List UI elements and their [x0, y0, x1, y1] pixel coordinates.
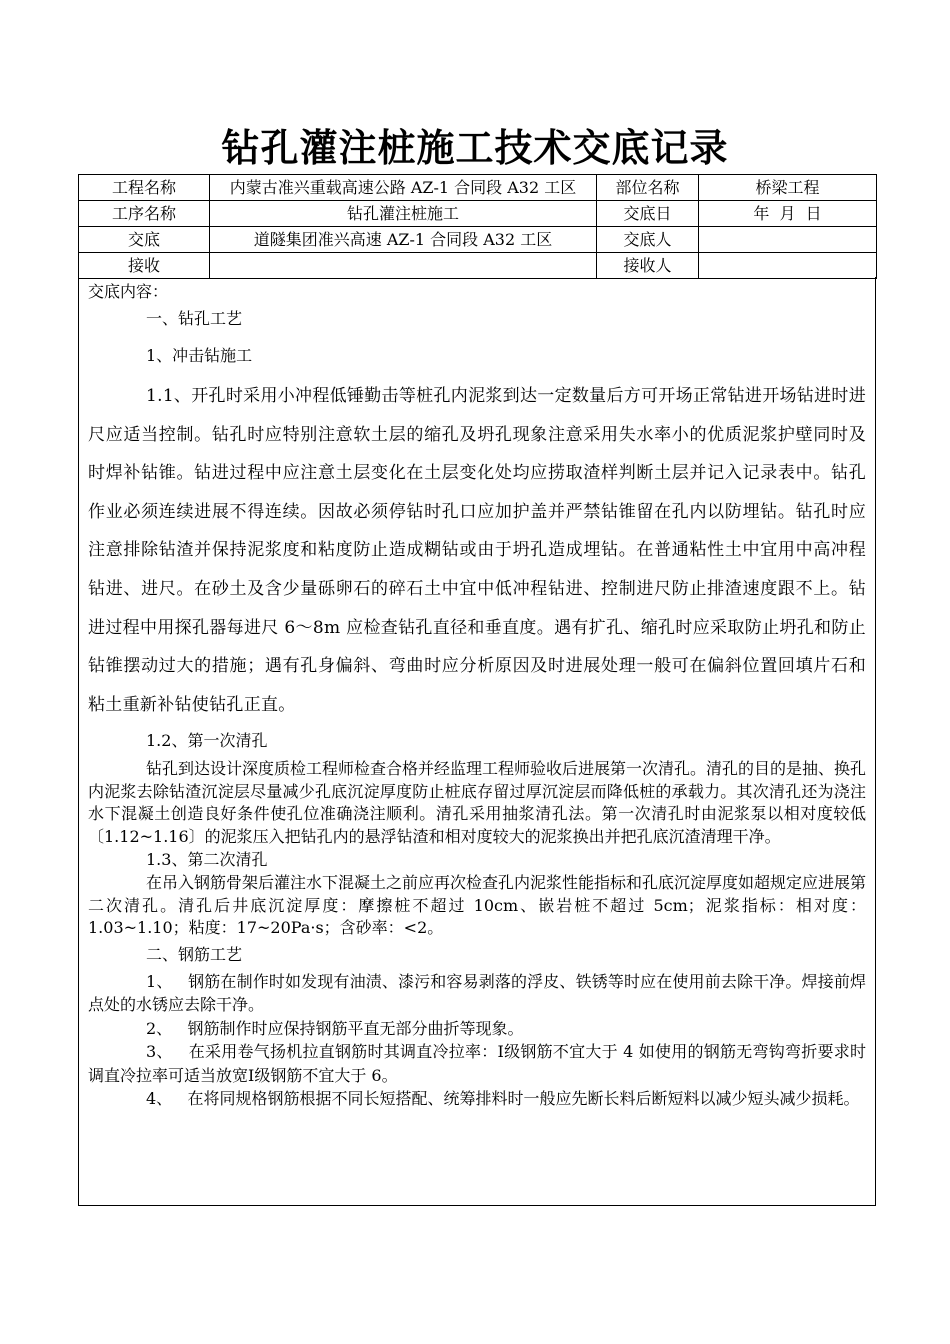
- project-name-label: 工程名称: [79, 175, 210, 201]
- paragraph-1-1: 1.1、开孔时采用小冲程低锤勤击等桩孔内泥浆到达一定数量后方可开场正常钻进开场钻进时进尺应适当控制。钻孔时应特别注意软土层的缩孔及坍孔现象注意采用失水率小的优质泥浆护壁同时及时焊补钻锥。钻进过程中应注意土层变化在土层变化处均应捞取渣样判断土层并记入记录表中。钻孔作业必须连续进展不得连续。因故必须停钻时孔口应加护盖并严禁钻锥留在孔内以防埋钻。钻孔时应注意排除钻渣并保持泥浆度和粘度防止造成糊钻或由于坍孔造成埋钻。在普通粘性土中宜用中高冲程钻进、进尺。在砂土及含少量砾卵石的碎石土中宜中低冲程钻进、控制进尺防止排渣速度跟不上。钻进过程中用探孔器每进尺 6～8m 应检查钻孔直径和垂直度。遇有扩孔、缩孔时应采取防止坍孔和防止钻锥摆动过大的措施；遇有孔身偏斜、弯曲时应分析原因及时进展处理一般可在偏斜位置回填片石和粘土重新补钻使钻孔正直。: [88, 386, 866, 715]
- date-label: 交底日: [597, 201, 699, 227]
- section-2-heading: 二、钢筋工艺: [146, 944, 243, 964]
- handover-person-value: [699, 227, 877, 253]
- subsection-1-2-heading: 1.2、第一次清孔: [146, 731, 268, 751]
- date-value: 年 月 日: [699, 201, 877, 227]
- receiver-value: [699, 253, 877, 279]
- page-title: 钻孔灌注桩施工技术交底记录: [221, 126, 729, 170]
- content-box: [78, 277, 876, 1206]
- process-value: 钻孔灌注桩施工: [210, 201, 597, 227]
- table-row: [79, 227, 877, 253]
- paragraph-2-1: 1、 钢筋在制作时如发现有油渍、漆污和容易剥落的浮皮、铁锈等时应在使用前去除干净。焊接前焊点处的水锈应去除干净。: [88, 971, 866, 1015]
- receive-value: [210, 253, 597, 279]
- paragraph-1-3: 在吊入钢筋骨架后灌注水下混凝土之前应再次检查孔内泥浆性能指标和孔底沉淀厚度如超规定应进展第二次清孔。清孔后井底沉淀厚度：摩擦桩不超过 10cm、嵌岩桩不超过 5cm；泥浆指标：相对度：1.03~1.10；粘度：17~20Pa·s；含砂率：<2。: [88, 873, 867, 938]
- table-row: [79, 253, 877, 279]
- process-label: 工序名称: [79, 201, 210, 227]
- content-label: 交底内容：: [88, 282, 169, 301]
- table-row: [79, 201, 877, 227]
- project-name-value: 内蒙古准兴重载高速公路 AZ-1 合同段 A32 工区: [210, 175, 597, 201]
- dept-label: 部位名称: [597, 175, 699, 201]
- receive-label: 接收: [79, 253, 210, 279]
- handover-person-label: 交底人: [597, 227, 699, 253]
- receiver-label: 接收人: [597, 253, 699, 279]
- info-table: [78, 174, 877, 279]
- paragraph-2-2: 2、 钢筋制作时应保持钢筋平直无部分曲折等现象。: [146, 1018, 524, 1038]
- table-row: [79, 175, 877, 201]
- handover-label: 交底: [79, 227, 210, 253]
- subsection-1-3-heading: 1.3、第二次清孔: [146, 850, 268, 870]
- paragraph-1-2: 钻孔到达设计深度质检工程师检查合格并经监理工程师验收后进展第一次清孔。清孔的目的是抽、换孔内泥浆去除钻渣沉淀层尽量减少孔底沉淀厚度防止桩底存留过厚沉淀层而降低桩的承载力。其次清孔还为浇注水下混凝土创造良好条件使孔位准确浇注顺利。清孔采用抽浆清孔法。第一次清孔时由泥浆泵以相对度较低〔1.12~1.16〕的泥浆压入把钻孔内的悬浮钻渣和相对度较大的泥浆换出并把孔底沉渣清理干净。: [88, 759, 867, 846]
- handover-value: 道隧集团准兴高速 AZ-1 合同段 A32 工区: [210, 227, 597, 253]
- dept-value: 桥梁工程: [699, 175, 877, 201]
- subsection-1-1-heading: 1、冲击钻施工: [146, 346, 253, 365]
- section-1-heading: 一、钻孔工艺: [146, 309, 243, 328]
- paragraph-2-4: 4、 在将同规格钢筋根据不同长短搭配、统筹排料时一般应先断长料后断短料以减少短头减少损耗。: [146, 1089, 860, 1109]
- paragraph-2-3: 3、 在采用卷气扬机拉直钢筋时其调直冷拉率：Ⅰ级钢筋不宜大于 4 如使用的钢筋无弯钩弯折要求时调直冷拉率可适当放宽Ⅰ级钢筋不宜大于 6。: [88, 1042, 866, 1085]
